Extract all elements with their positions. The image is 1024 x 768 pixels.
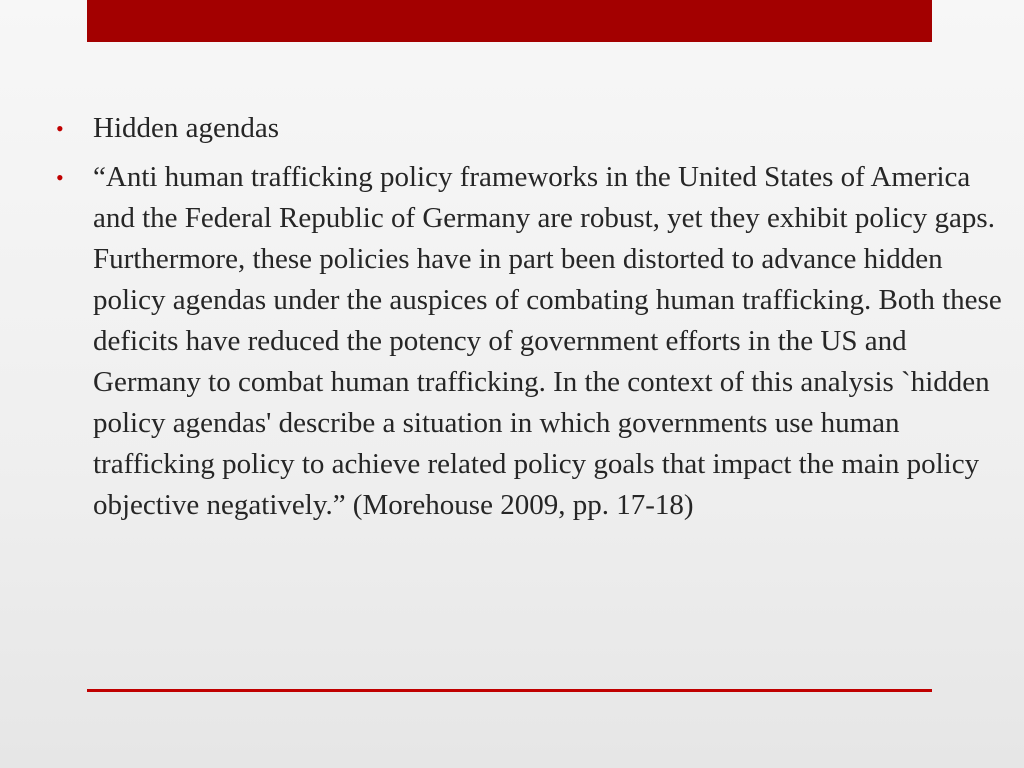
footer-divider [87,689,932,692]
header-accent-bar [87,0,932,42]
slide-body [56,108,1006,534]
bullet-item-heading [56,108,1006,149]
bullet-icon: • [56,165,64,190]
bullet-item-quote [56,157,1006,526]
bullet-text-quote: “Anti human trafficking policy frameworks in the United States of America and the Federal Republic of Germany are robust, yet they exhibit policy gaps. Furthermore, these policies have in part been distorted to advance hidden policy agendas under the auspices of combating human trafficking. Both these deficits have reduced the potency of government efforts in the US and Germany to combat human trafficking. In the context of this analysis `hidden policy agendas' describe a situation in which governments use human trafficking policy to achieve related policy goals that impact the main policy objective negatively.” (Morehouse 2009, pp. 17-18) [93,161,1002,521]
bullet-text-heading: Hidden agendas [93,112,280,144]
bullet-icon: • [56,116,64,141]
